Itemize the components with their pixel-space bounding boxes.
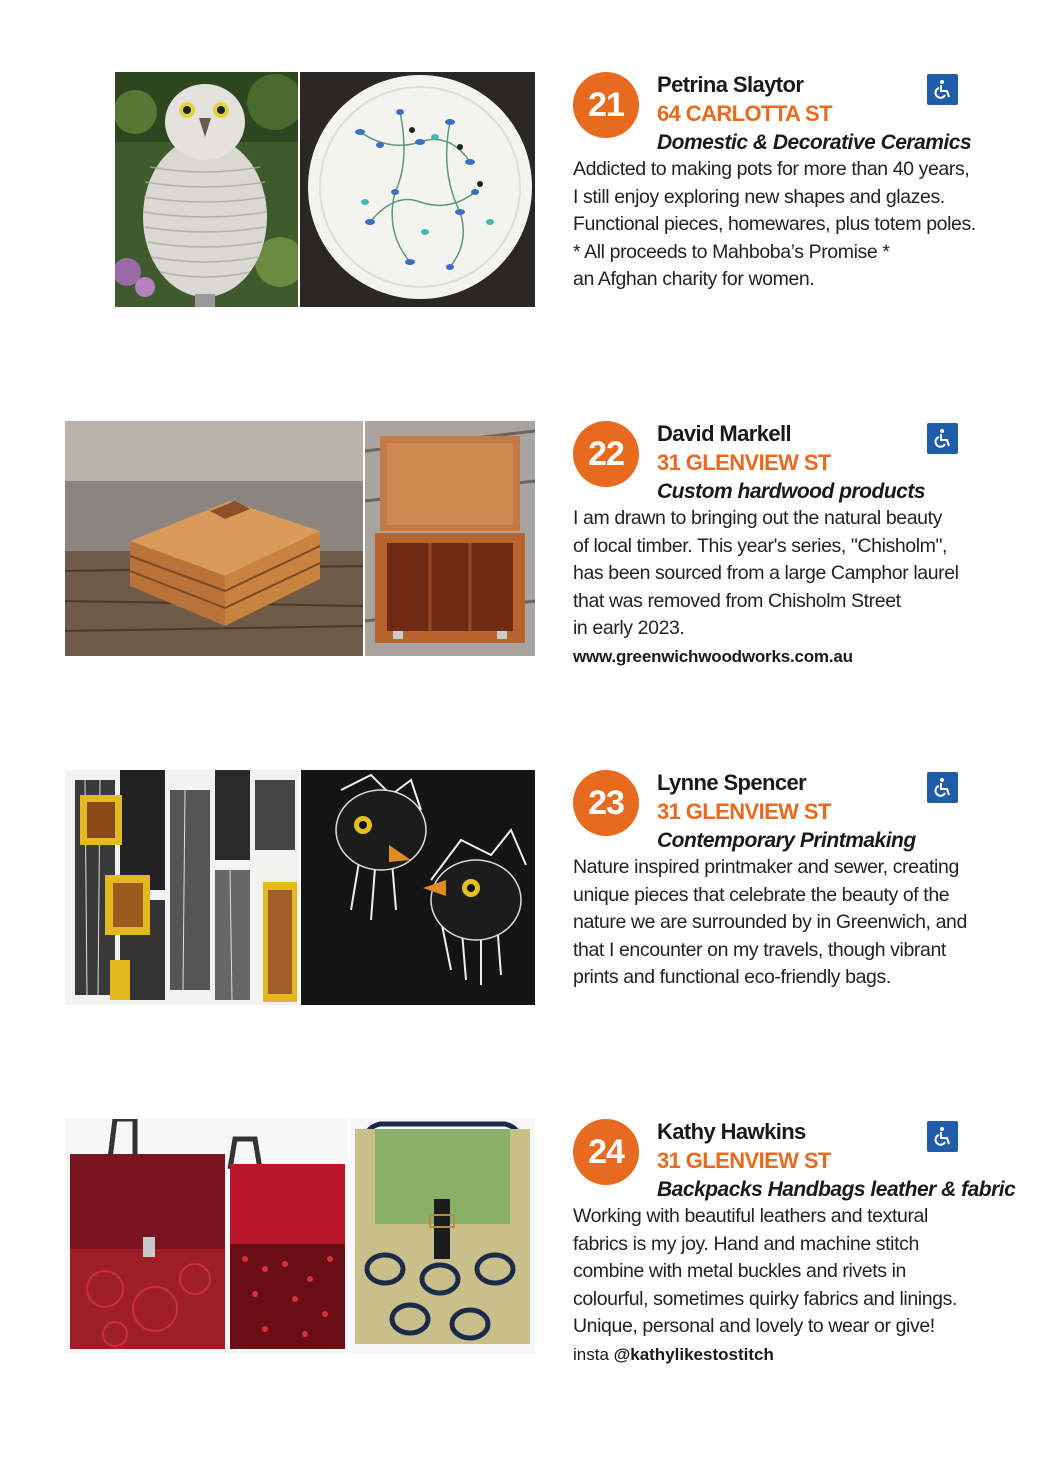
artist-description <box>573 156 976 294</box>
description-line: nature we are surrounded by in Greenwich, and <box>573 911 967 934</box>
description-line: * All proceeds to Mahboba’s Promise * <box>573 240 890 263</box>
description-line: I am drawn to bringing out the natural beauty <box>573 507 942 529</box>
description-line: fabrics is my joy. Hand and machine stitch <box>573 1232 919 1255</box>
description-line: unique pieces that celebrate the beauty of the <box>573 883 950 906</box>
entry-number-badge: 21 <box>573 72 639 138</box>
artist-name: Petrina Slaytor <box>657 72 804 97</box>
description-line: has been sourced from a large Camphor laurel <box>573 562 959 585</box>
artist-name: Lynne Spencer <box>657 770 807 795</box>
instagram-prefix: insta <box>573 1344 609 1364</box>
description-line: in early 2023. <box>573 617 685 640</box>
entry-number-badge: 22 <box>573 421 639 487</box>
wheelchair-access-icon <box>927 74 958 105</box>
entry-number-badge: 23 <box>573 770 639 836</box>
description-line: Addicted to making pots for more than 40 years, <box>573 158 970 180</box>
artist-photos <box>65 770 535 1005</box>
artist-description <box>573 505 973 670</box>
description-line: combine with metal buckles and rivets in <box>573 1260 906 1283</box>
bird-print-photo <box>301 770 535 1005</box>
ceramic-bowl-photo <box>300 72 535 307</box>
description-line: that I encounter on my travels, though vibrant <box>573 938 946 961</box>
artist-photos <box>65 421 535 656</box>
wheelchair-access-icon <box>927 772 958 803</box>
description-line: colourful, sometimes quirky fabrics and linings. <box>573 1287 957 1310</box>
wheelchair-access-icon <box>927 1121 958 1152</box>
description-line: Working with beautiful leathers and textural <box>573 1205 928 1227</box>
artist-description <box>573 854 973 992</box>
instagram-handle <box>573 1341 973 1368</box>
green-backpack-photo <box>350 1119 535 1354</box>
owl-sculpture-photo <box>115 72 298 307</box>
artist-description <box>573 1203 973 1368</box>
instagram-handle-link[interactable]: @kathylikestostitch <box>613 1344 774 1364</box>
open-wooden-box-photo <box>365 421 535 656</box>
artist-header <box>657 1117 1015 1204</box>
artist-name: Kathy Hawkins <box>657 1119 806 1144</box>
description-line: of local timber. This year's series, "Chisholm", <box>573 534 948 557</box>
description-line: I still enjoy exploring new shapes and glazes. <box>573 185 945 208</box>
description-line: Functional pieces, homewares, plus totem poles. <box>573 213 976 236</box>
artist-header <box>657 768 916 855</box>
artist-address: 64 CARLOTTA ST <box>657 101 832 126</box>
artist-address: 31 GLENVIEW ST <box>657 1148 831 1173</box>
artist-category: Contemporary Printmaking <box>657 829 916 852</box>
artist-photos <box>115 72 535 307</box>
forest-print-photo <box>65 770 299 1005</box>
artist-category: Custom hardwood products <box>657 480 925 503</box>
artist-category: Backpacks Handbags leather & fabric <box>657 1178 1016 1201</box>
description-line: Unique, personal and lovely to wear or give! <box>573 1315 935 1338</box>
artist-address: 31 GLENVIEW ST <box>657 799 831 824</box>
artist-name: David Markell <box>657 421 792 446</box>
artist-category: Domestic & Decorative Ceramics <box>657 131 972 154</box>
description-line: an Afghan charity for women. <box>573 268 815 291</box>
artist-header <box>657 419 925 506</box>
description-line: that was removed from Chisholm Street <box>573 589 901 612</box>
entry-number-badge: 24 <box>573 1119 639 1185</box>
wooden-box-photo <box>65 421 363 656</box>
wheelchair-access-icon <box>927 423 958 454</box>
artist-address: 31 GLENVIEW ST <box>657 450 831 475</box>
description-line: Nature inspired printmaker and sewer, creating <box>573 856 959 878</box>
artist-header <box>657 70 971 157</box>
website-link[interactable]: www.greenwichwoodworks.com.au <box>573 646 853 666</box>
description-line: prints and functional eco-friendly bags. <box>573 966 891 989</box>
red-backpacks-photo <box>65 1119 348 1354</box>
artist-photos <box>65 1119 535 1354</box>
